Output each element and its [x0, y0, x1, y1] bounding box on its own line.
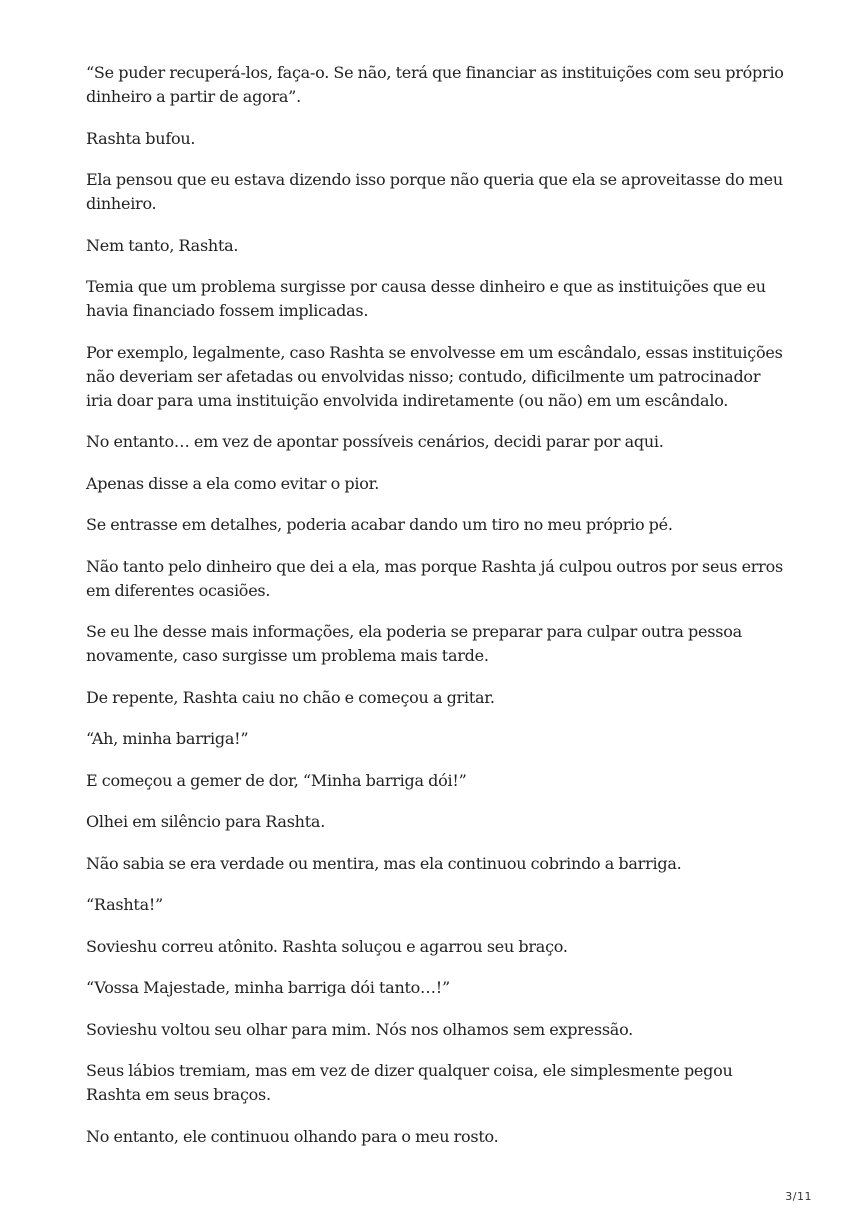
paragraph-4: Nem tanto, Rashta. [86, 235, 239, 255]
paragraph-9: Se entrasse em detalhes, poderia acabar dando um tiro no meu próprio pé. [86, 515, 673, 534]
paragraph-18: Sovieshu correu atônito. Rashta soluçou e agarrou seu braço. [86, 936, 568, 956]
paragraph-11: Se eu lhe desse mais informações, ela poderia se preparar para culpar outra pessoa novamente, caso surgisse um problema mais tarde. [86, 622, 742, 665]
paragraph-12: De repente, Rashta caiu no chão e começou a gritar. [86, 687, 495, 707]
paragraph-17: “Rashta!” [86, 895, 163, 914]
paragraph-10: Não tanto pelo dinheiro que dei a ela, mas porque Rashta já culpou outros por seus erros em diferentes ocasiões. [86, 556, 783, 600]
paragraph-15: Olhei em silêncio para Rashta. [86, 812, 326, 831]
paragraph-13: “Ah, minha barriga!” [86, 729, 249, 748]
paragraph-6: Por exemplo, legalmente, caso Rashta se envolvesse em um escândalo, essas instituições não deveriam ser afetadas ou envolvidas nisso; contudo, dificilmente um patrocinador iria doar para uma instituição envolvida indiretamente (ou não) em um escândalo. [86, 342, 783, 410]
page-number: 3/11 [785, 1190, 812, 1203]
paragraph-20: Sovieshu voltou seu olhar para mim. Nós nos olhamos sem expressão. [86, 1019, 633, 1039]
paragraph-16: Não sabia se era verdade ou mentira, mas ela continuou cobrindo a barriga. [86, 853, 682, 873]
paragraph-5: Temia que um problema surgisse por causa desse dinheiro e que as instituições que eu havia financiado fossem implicadas. [86, 277, 766, 320]
document-body [86, 61, 786, 1166]
paragraph-22: No entanto, ele continuou olhando para o meu rosto. [86, 1126, 499, 1146]
paragraph-21: Seus lábios tremiam, mas em vez de dizer qualquer coisa, ele simplesmente pegou Rashta em seus braços. [86, 1061, 733, 1104]
paragraph-2: Rashta bufou. [86, 128, 196, 148]
paragraph-14: E começou a gemer de dor, “Minha barriga dói!” [86, 770, 467, 790]
paragraph-7: No entanto… em vez de apontar possíveis cenários, decidi parar por aqui. [86, 432, 664, 451]
paragraph-19: “Vossa Majestade, minha barriga dói tanto…!” [86, 978, 450, 997]
paragraph-3: Ela pensou que eu estava dizendo isso porque não queria que ela se aproveitasse do meu dinheiro. [86, 170, 783, 213]
paragraph-8: Apenas disse a ela como evitar o pior. [86, 473, 380, 493]
paragraph-1: “Se puder recuperá-los, faça-o. Se não, terá que financiar as instituições com seu próprio dinheiro a partir de agora”. [86, 63, 784, 106]
